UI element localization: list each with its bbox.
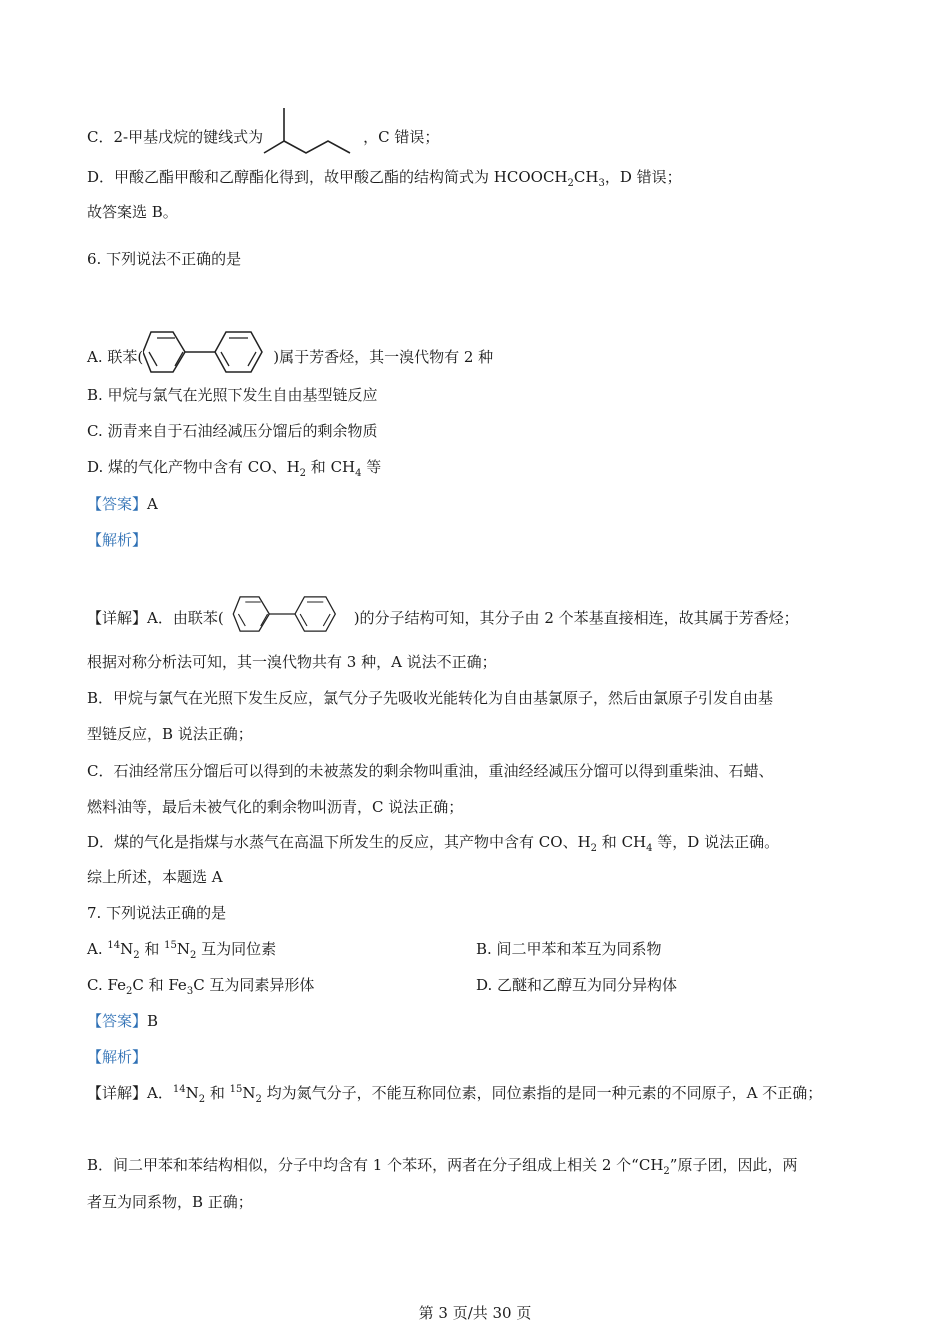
q7-option-c: C. $Fe_2C$ 和 $Fe_3C$ 互为同素异形体 [87, 976, 315, 997]
q6-detail-a2: 根据对称分析法可知，其一溴代物共有 3 种，A 说法不正确； [87, 653, 497, 671]
q6-option-a: A. 联苯( )属于芳香烃，其一溴代物有 2 种 [87, 324, 493, 380]
q6-detail-c1: C．石油经常压分馏后可以得到的未被蒸发的剩余物叫重油，重油经经减压分馏可以得到重柴油、石蜡、 [87, 762, 774, 780]
q6-option-c: C. 沥青来自于石油经减压分馏后的剩余物质 [87, 422, 378, 440]
q6-option-b: B. 甲烷与氯气在光照下发生自由基型链反应 [87, 386, 378, 404]
previous-answer-line: 故答案选 B。 [87, 203, 178, 221]
answer-tag: 【答案】 [87, 1012, 148, 1030]
q7-analysis-tag: 【解析】 [87, 1048, 148, 1066]
answer-tag: 【答案】 [87, 495, 148, 513]
methylpentane-skeletal-formula-icon [263, 106, 363, 156]
q6-detail-b2: 型链反应，B 说法正确； [87, 725, 253, 743]
q6-analysis-tag: 【解析】 [87, 531, 148, 549]
q7-option-d: D. 乙醚和乙醇互为同分异构体 [476, 976, 678, 994]
q6-detail-d: D．煤的气化是指煤与水蒸气在高温下所发生的反应，其产物中含有 CO、$H_2$ 和 $CH_4$ 等，D 说法正确。 [87, 833, 780, 854]
question-7-stem: 7. 下列说法正确的是 [87, 904, 227, 922]
q6-answer: 【答案】A [87, 495, 158, 513]
page-footer: 第 3 页/共 30 页 [418, 1304, 532, 1322]
question-6-stem: 6. 下列说法不正确的是 [87, 250, 242, 268]
q6-summary: 综上所述，本题选 A [87, 868, 223, 886]
detail-tag: 【详解】 [87, 609, 148, 627]
q6-option-d: D. 煤的气化产物中含有 CO、$H_2$ 和 $CH_4$ 等 [87, 458, 382, 479]
option-d-previous: D．甲酸乙酯甲酸和乙醇酯化得到，故甲酸乙酯的结构简式为 $HCOOCH_2CH_3$，D 错误； [87, 168, 682, 189]
q6-detail-c2: 燃料油等，最后未被气化的剩余物叫沥青，C 说法正确； [87, 798, 464, 816]
option-c-previous: C．2-甲基戊烷的键线式为 ，C 错误； [87, 106, 439, 156]
q7-answer: 【答案】B [87, 1012, 159, 1030]
q6-detail-b1: B．甲烷与氯气在光照下发生反应，氯气分子先吸收光能转化为自由基氯原子，然后由氯原子引发自由基 [87, 689, 774, 707]
q7-option-a: A. $^{14}N_2$ 和 $^{15}N_2$ 互为同位素 [87, 940, 277, 961]
q6-detail-a: 【详解】A．由联苯( )的分子结构可知，其分子由 2 个苯基直接相连，故其属于芳香烃； [87, 590, 799, 638]
q7-detail-b1: B．间二甲苯和苯结构相似，分子中均含有 1 个苯环，两者在分子组成上相关 2 个“$CH_2$”原子团，因此，两 [87, 1156, 798, 1177]
q7-option-b: B. 间二甲苯和苯互为同系物 [476, 940, 662, 958]
q7-detail-b2: 者互为同系物，B 正确； [87, 1193, 253, 1211]
q7-detail-a: 【详解】A．$^{14}N_2$ 和 $^{15}N_2$ 均为氮气分子，不能互称同位素，同位素指的是同一种元素的不同原子，A 不正确； [87, 1084, 823, 1105]
biphenyl-structure-icon [224, 590, 354, 638]
detail-tag: 【详解】 [87, 1084, 148, 1102]
biphenyl-structure-icon [143, 324, 273, 380]
